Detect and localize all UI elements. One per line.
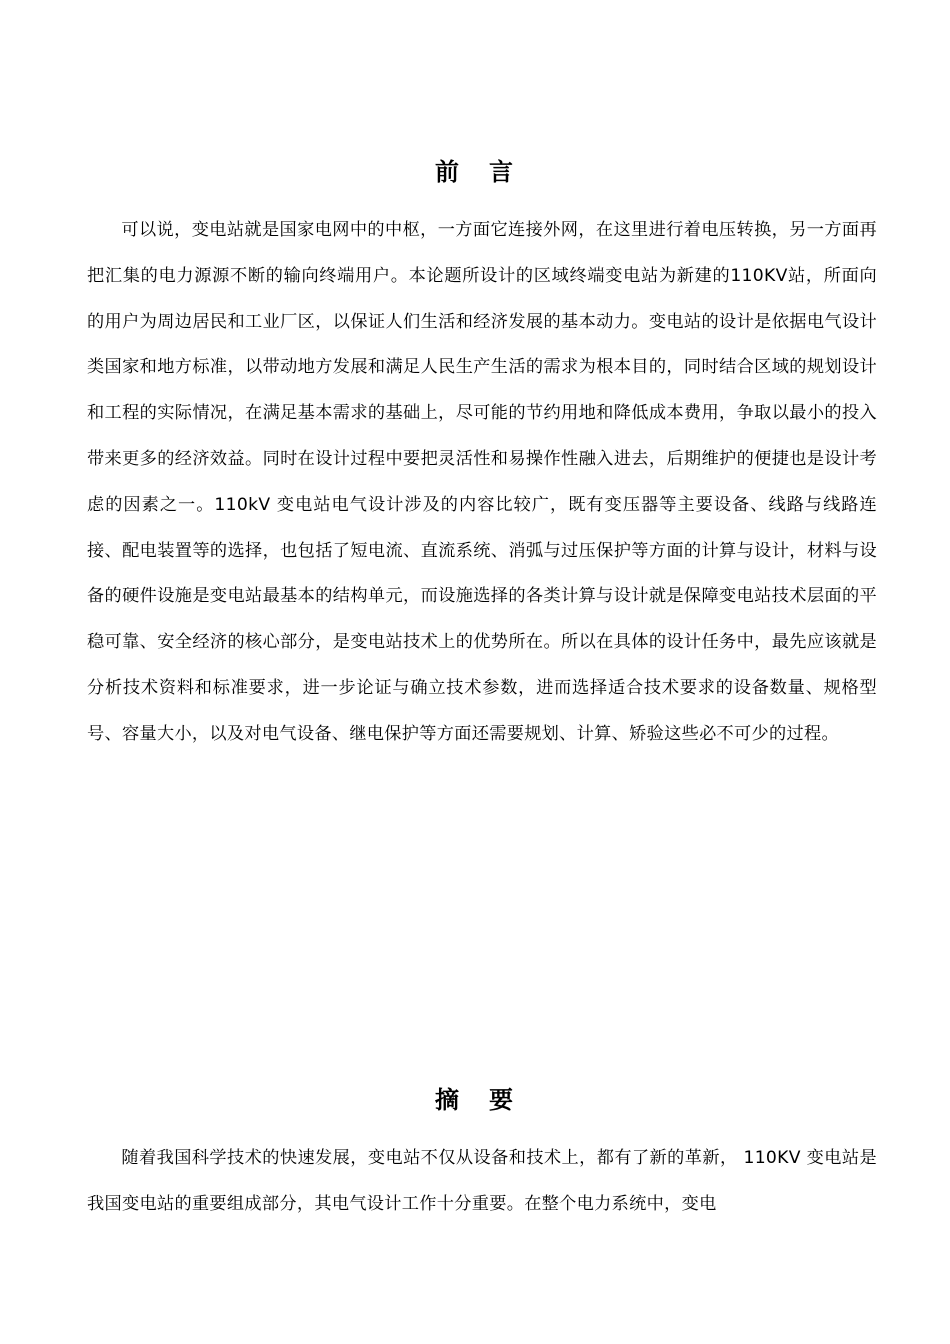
abstract-paragraph: 随着我国科学技术的快速发展，变电站不仅从设备和技术上，都有了新的革新， 110KV 变电站是我国变电站的重要组成部分，其电气设计工作十分重要。在整个电力系统中，变电 [87,1148,877,1214]
abstract-heading-char-1: 摘 [435,1086,461,1114]
preface-paragraph: 可以说，变电站就是国家电网中的中枢，一方面它连接外网，在这里进行着电压转换，另一方面再把汇集的电力源源不断的输向终端用户。本论题所设计的区域终端变电站为新建的110KV站，所面向的用户为周边居民和工业厂区，以保证人们生活和经济发展的基本动力。变电站的设计是依据电气设计类国家和地方标准，以带动地方发展和满足人民生产生活的需求为根本目的，同时结合区域的规划设计和工程的实际情况，在满足基本需求的基础上，尽可能的节约用地和降低成本费用，争取以最小的投入带来更多的经济效益。同时在设计过程中要把灵活性和易操作性融入进去，后期维护的便捷也是设计考虑的因素之一。110kV 变电站电气设计涉及的内容比较广，既有变压器等主要设备、线路与线路连接、配电装置等的选择，也包括了短电流、直流系统、消弧与过压保护等方面的计算与设计，材料与设备的硬件设施是变电站最基本的结构单元，而设施选择的各类计算与设计就是保障变电站技术层面的平稳可靠、安全经济的核心部分，是变电站技术上的优势所在。所以在具体的设计任务中，最先应该就是分析技术资料和标准要求，进一步论证与确立技术参数，进而选择适合技术要求的设备数量、规格型号、容量大小，以及对电气设备、继电保护等方面还需要规划、计算、矫验这些必不可少的过程。 [87,220,877,744]
abstract-heading-char-2: 要 [489,1086,515,1114]
preface-heading-char-1: 前 [435,158,461,186]
preface-heading [0,152,950,187]
preface-heading-char-2: 言 [489,158,515,186]
abstract-heading [0,1080,950,1115]
